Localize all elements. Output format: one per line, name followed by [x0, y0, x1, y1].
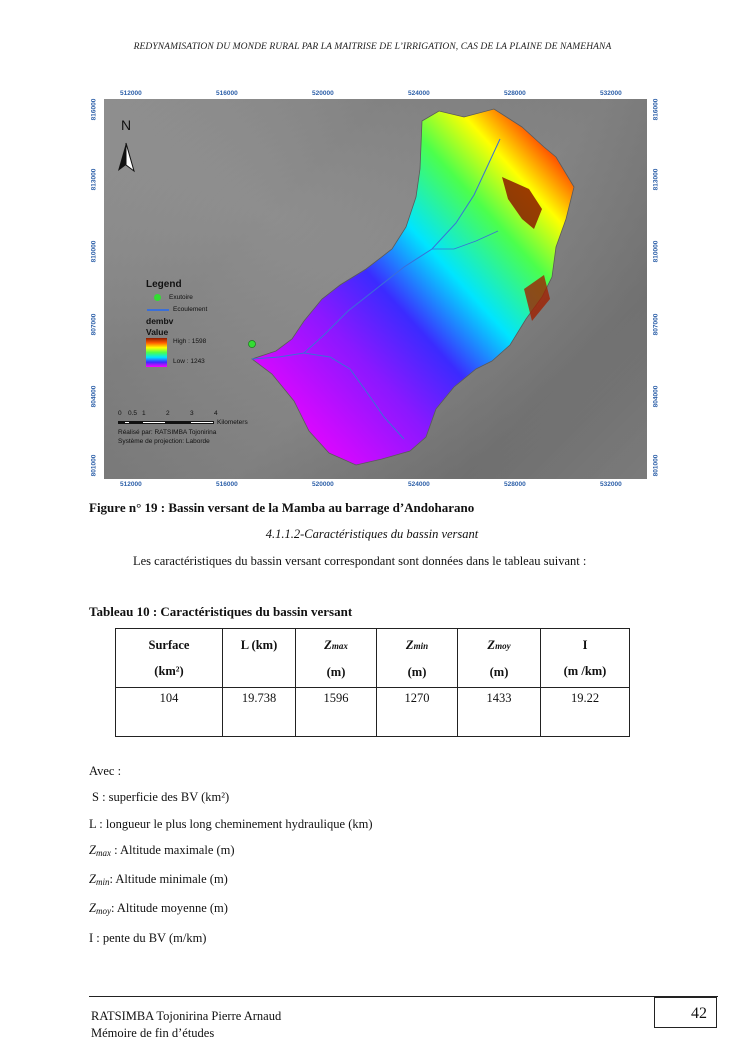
header-slope: I (m /km)	[541, 629, 630, 688]
map-canvas	[104, 99, 647, 479]
table-caption: Tableau 10 : Caractéristiques du bassin versant	[89, 604, 353, 619]
scale-tick: 0.5	[128, 410, 138, 417]
table-header-row	[116, 629, 630, 688]
y-coord-left: 813000	[90, 168, 98, 191]
table-cell: 1433	[458, 688, 541, 737]
map-author: Réalisé par: RATSIMBA Tojonirina	[118, 429, 217, 436]
y-coord-right: 807000	[652, 313, 660, 336]
footer-divider	[89, 996, 718, 997]
definition-zmoy: $Z_{moy}$: Altitude moyenne (m)	[89, 901, 228, 917]
scale-tick: 2	[166, 410, 170, 417]
header-zmin: Zmin (m)	[377, 629, 458, 688]
footer-thesis: Mémoire de fin d’études	[91, 1026, 215, 1040]
definitions-list	[89, 758, 373, 951]
y-coord-right: 813000	[652, 168, 660, 191]
x-coord-top: 512000	[120, 90, 142, 97]
header-zmoy: Zmoy (m)	[458, 629, 541, 688]
y-coord-left: 804000	[90, 385, 98, 408]
x-coord-bottom: 512000	[120, 481, 142, 488]
x-coord-bottom: 528000	[504, 481, 526, 488]
elevation-color-ramp	[146, 338, 167, 367]
table-cell: 1270	[377, 688, 458, 737]
page-number: 42	[654, 997, 717, 1028]
y-coord-left: 816000	[90, 98, 98, 121]
legend-layer: dembv	[146, 316, 174, 326]
table-cell: 19.22	[541, 688, 630, 737]
definition-i: I : pente du BV (m/km)	[89, 930, 207, 945]
table-cell: 104	[116, 688, 223, 737]
scale-bar	[118, 410, 248, 445]
definitions-intro: Avec :	[89, 764, 122, 778]
x-coord-top: 532000	[600, 90, 622, 97]
scale-tick: 4	[214, 410, 218, 417]
definition-zmin: $Z_{min}$: Altitude minimale (m)	[89, 872, 228, 888]
body-paragraph: Les caractéristiques du bassin versant correspondant sont données dans le tableau suivant :	[133, 554, 587, 568]
table-row	[116, 688, 630, 737]
figure-caption: Figure n° 19 : Bassin versant de la Mamba au barrage d’Andoharano	[89, 500, 475, 515]
legend-low: Low : 1243	[173, 358, 205, 365]
legend-value: Value	[146, 327, 169, 337]
x-coord-top: 528000	[504, 90, 526, 97]
definition-s: S : superficie des BV (km²)	[92, 790, 230, 805]
y-coord-left: 801000	[90, 454, 98, 477]
header-length: L (km)	[223, 629, 296, 688]
x-coord-top: 524000	[408, 90, 430, 97]
watershed-map-figure	[86, 88, 664, 490]
y-coord-right: 801000	[652, 454, 660, 477]
legend-title: Legend	[146, 279, 182, 290]
subsection-title: 4.1.1.2-Caractéristiques du bassin versant	[265, 527, 479, 541]
definition-l: L : longueur le plus long cheminement hydraulique (km)	[89, 816, 373, 831]
x-coord-bottom: 524000	[408, 481, 430, 488]
running-header: REDYNAMISATION DU MONDE RURAL PAR LA MAITRISE DE L’IRRIGATION, CAS DE LA PLAINE DE NAMEHANA	[133, 42, 612, 52]
table-cell: 1596	[296, 688, 377, 737]
x-coord-bottom: 516000	[216, 481, 238, 488]
y-coord-right: 810000	[652, 240, 660, 263]
map-legend	[146, 279, 257, 367]
x-coord-top: 520000	[312, 90, 334, 97]
y-coord-right: 804000	[652, 385, 660, 408]
definition-zmax: $Z_{max}$ : Altitude maximale (m)	[89, 842, 235, 858]
scale-tick: 0	[118, 410, 122, 417]
ecoulement-symbol	[147, 309, 169, 311]
scale-tick: 1	[142, 410, 146, 417]
legend-high: High : 1598	[173, 338, 207, 345]
y-coord-right: 816000	[652, 98, 660, 121]
x-coord-bottom: 532000	[600, 481, 622, 488]
exutoire-symbol	[154, 294, 161, 301]
header-zmax: Zmax (m)	[296, 629, 377, 688]
header-surface: Surface (km²)	[116, 629, 223, 688]
characteristics-table	[115, 628, 630, 737]
map-projection: Système de projection: Laborde	[118, 438, 210, 445]
y-coord-left: 807000	[90, 313, 98, 336]
scale-unit: Kilometers	[217, 419, 248, 426]
footer-text	[91, 1008, 281, 1042]
x-coord-top: 516000	[216, 90, 238, 97]
x-coord-bottom: 520000	[312, 481, 334, 488]
table-cell: 19.738	[223, 688, 296, 737]
scale-tick: 3	[190, 410, 194, 417]
legend-ecoulement-label: Ecoulement	[173, 306, 208, 313]
legend-exutoire-label: Exutoire	[169, 294, 193, 301]
north-label: N	[121, 117, 132, 133]
footer-author: RATSIMBA Tojonirina Pierre Arnaud	[91, 1009, 282, 1023]
y-coord-left: 810000	[90, 240, 98, 263]
